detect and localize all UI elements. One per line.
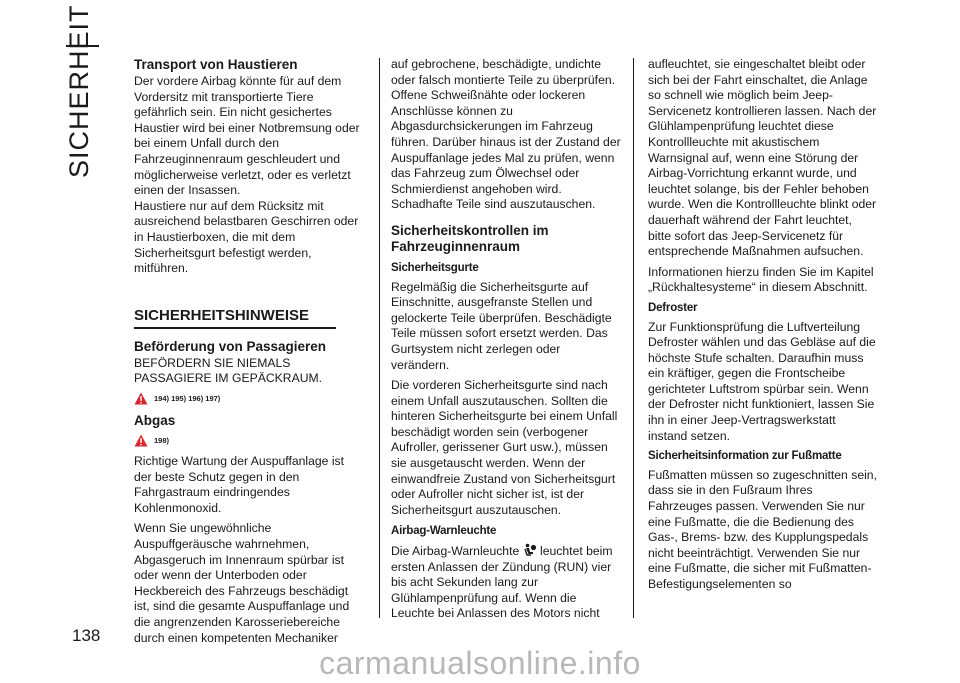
heading-transport: Transport von Haustieren (134, 57, 298, 72)
warning-refs (134, 433, 364, 449)
paragraph: Richtige Wartung der Auspuffanlage ist der beste Schutz gegen in den Fahrgastraum eindringendes Kohlenmonoxid. (134, 454, 345, 515)
paragraph: Der vordere Airbag könnte für auf dem Vordersitz mit transportierte Tiere gefährlich sein. Ein nicht gesichertes Haustier wird bei einer Notbremsung oder bei einem Unfall durch den Fahrzeuginnenraum geschleudert und möglicherweise verletzt, oder es verletzt einen der Insassen. (134, 74, 360, 198)
paragraph: Wenn Sie ungewöhnliche Auspuffgeräusche wahrnehmen, Abgasgeruch im Innenraum spürbar ist oder wenn der Unterboden oder Heckbereich des Fahrzeugs beschädigt ist, sind die gesamte Auspuffanlage und die angrenzenden Karosseriebereiche durch einen kompetenten Mechaniker (134, 521, 350, 645)
paragraph: Haustiere nur auf dem Rücksitz mit ausreichend belastbaren Geschirren oder in Haustierboxen, die mit dem Sicherheitsgurt befestigt werden, mitführen. (134, 198, 359, 276)
paragraph-part: leuchtet beim ersten Anlassen der Zündung (RUN) vier bis acht Sekunden lang zur Glühlampenprüfung auf. Wenn die Leuchte bei Anlassen des Motors nicht (391, 544, 613, 621)
column-2 (391, 57, 621, 627)
warning-triangle-icon (134, 392, 148, 405)
heading-fussmatte: Sicherheitsinformation zur Fußmatte (648, 450, 842, 463)
paragraph (391, 543, 621, 622)
heading-sicherheitsgurte: Sicherheitsgurte (391, 261, 479, 274)
paragraph: Zur Funktionsprüfung die Luftverteilung Defroster wählen und das Gebläse auf die höchste Stufe schalten. Daraufhin muss ein kräftiger, gegen die Frontscheibe gerichteter Luftstrom spürbar sein. Wenn der Defroster nicht funktioniert, lassen Sie ihn in einer Jeep-Vertragswerkstatt instand setzen. (648, 319, 876, 443)
paragraph: Die vorderen Sicherheitsgurte sind nach einem Unfall auszutauschen. Sollten die hinteren Sicherheitsgurte bei einem Unfall beschädigt worden sein (verbogener Aufroller, gerissener Gurt usw.), müssen sie ausgetauscht werden. Wenn der einwandfreie Zustand von Sicherheitsgurt oder Aufroller nicht sicher ist, ist der Sicherheitsgurt auszutauschen. (391, 378, 618, 517)
heading-kontrollen: Sicherheitskontrollen im Fahrzeuginnenraum (391, 222, 549, 254)
paragraph: auf gebrochene, beschädigte, undichte oder falsch montierte Teile zu überprüfen. Offene Schweißnähte oder lockeren Anschlüsse können zu Abgasdurchsickerungen im Fahrzeug führen. Darüber hinaus ist der Zustand der Auspuffanlage jedes Mal zu prüfen, wenn das Fahrzeug zum Ölwechsel oder Schmierdienst angehoben wird. Schadhafte Teile sind auszutauschen. (391, 57, 621, 212)
warning-triangle-icon (134, 434, 148, 447)
paragraph: BEFÖRDERN SIE NIEMALS PASSAGIERE IM GEPÄCKRAUM. (134, 355, 323, 386)
heading-sicherheitshinweise: SICHERHEITSHINWEISE (134, 307, 336, 329)
paragraph: Fußmatten müssen so zugeschnitten sein, dass sie in den Fußraum Ihres Fahrzeuges passen. Verwenden Sie nur eine Fußmatte, die die Bedienung des Gas-, Brems- bzw. des Kupplungspedals nicht beeinträchtigt. Verwenden Sie nur eine Fußmatte, die sicher mit Fußmatten-Befestigungselementen so (648, 467, 877, 591)
column-3 (648, 57, 878, 598)
column-1 (134, 57, 364, 651)
column-divider (379, 58, 380, 618)
paragraph: Informationen hierzu finden Sie im Kapitel „Rückhaltesysteme“ in diesem Abschnitt. (648, 264, 874, 295)
paragraph-part: Die Airbag-Warnleuchte (391, 544, 520, 559)
airbag-warning-icon (523, 543, 537, 557)
heading-abgas: Abgas (134, 412, 176, 428)
paragraph: Regelmäßig die Sicherheitsgurte auf Einschnitte, ausgefranste Stellen und gelockerte Teile überprüfen. Beschädigte Teile müssen sofort ersetzt werden. Das Gurtsystem nicht zerlegen oder verändern. (391, 279, 612, 372)
section-title: SICHERHEIT (64, 4, 94, 178)
warning-reference-numbers: 198) (154, 435, 170, 445)
heading-befoerderung: Beförderung von Passagieren (134, 338, 327, 354)
watermark: carmanualsonline.info (319, 645, 641, 681)
warning-refs (134, 391, 364, 407)
heading-defroster: Defroster (648, 301, 698, 314)
paragraph: aufleuchtet, sie eingeschaltet bleibt oder sich bei der Fahrt einschaltet, die Anlage so schnell wie möglich beim Jeep-Servicenetz kontrollieren lassen. Nach der Glühlampenprüfung leuchtet diese Kontrollleuchte mit akustischem Warnsignal auf, wenn eine Störung der Airbag-Vorrichtung erkannt wurde, und leuchtet solange, bis der Fehler behoben wurde. Wen die Kontrollleuchte blinkt oder dauerhaft während der Fahrt leuchtet, bitte sofort das Jeep-Servicenetz für entsprechende Maßnahmen aufsuchen. (648, 57, 877, 259)
warning-reference-numbers: 194) 195) 196) 197) (154, 393, 221, 403)
heading-airbag-warnleuchte: Airbag-Warnleuchte (391, 525, 497, 538)
page-number: 138 (72, 626, 101, 645)
column-divider (633, 58, 634, 618)
